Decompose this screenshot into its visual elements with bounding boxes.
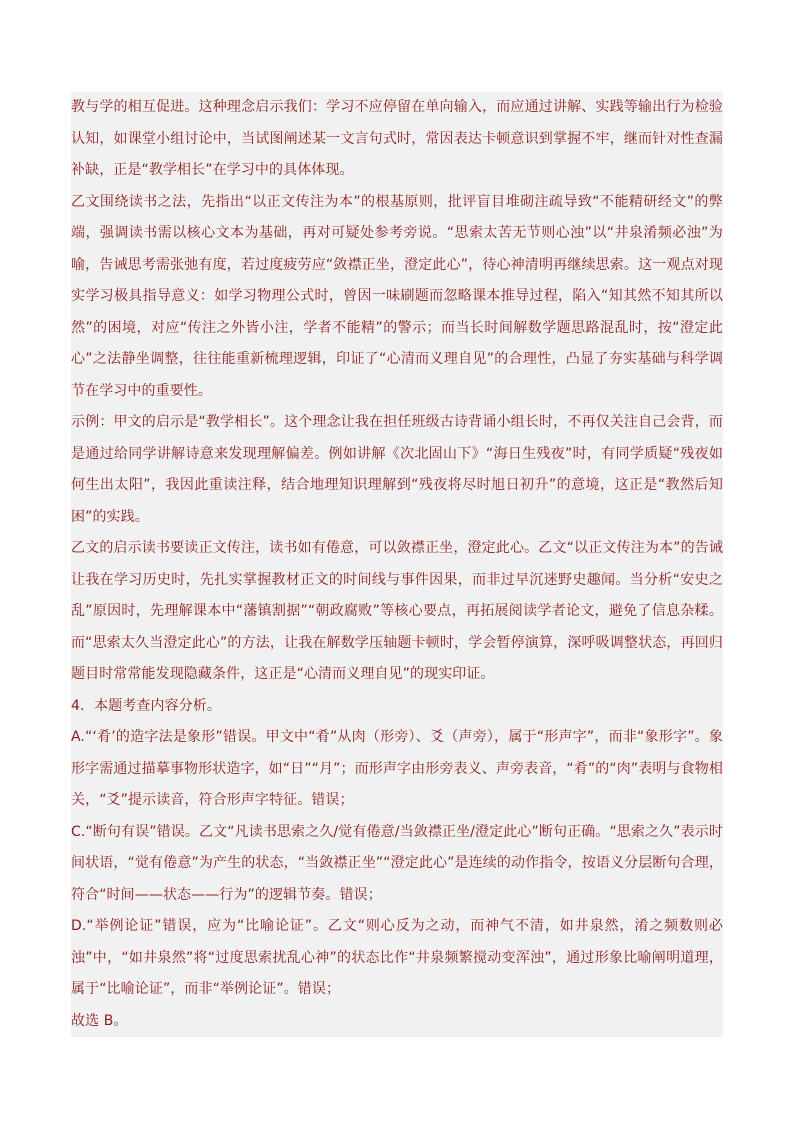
answer-analysis-block bbox=[71, 92, 723, 1037]
final-answer: 故选 B。 bbox=[71, 1012, 128, 1029]
paragraph-yi-summary: 乙文围绕读书之法，先指出“以正文传注为本”的根基原则，批评盲目堆砌注疏导致“不能精研经文”的弊端，强调读书需以核心文本为基础，再对可疑处参考旁说。“思索太苦无节则心浊”以“井泉淆频必浊”为喻，告诫思考需张弛有度，若过度疲劳应“敛襟正坐，澄定此心”，待心神清明再继续思索。这一观点对现实学习极具指导意义：如学习物理公式时，曾因一味刷题而忽略课本推导过程，陷入“知其然不知其所以然”的困境，对应“传注之外皆小注，学者不能精”的警示；而当长时间解数学题思路混乱时，按“澄定此心”之法静坐调整，往往能重新梳理逻辑，印证了“心清而义理自见”的合理性，凸显了夯实基础与科学调节在学习中的重要性。 bbox=[71, 193, 723, 399]
option-d-analysis: D.“举例论证”错误，应为“比喻论证”。乙文“则心反为之动，而神气不清，如井泉然，淆之频数则必浊”中，“如井泉然”将“过度思索扰乱心神”的状态比作“井泉频繁搅动变浑浊”，通过形象比喻阐明道理，属于“比喻论证”，而非“举例论证”。错误； bbox=[71, 918, 723, 997]
option-a-analysis: A.“‘肴’的造字法是象形”错误。甲文中“肴”从肉（形旁）、爻（声旁），属于“形声字”，而非“象形字”。象形字需通过描摹事物形状造字，如“日”“月”；而形声字由形旁表义、声旁表音，“肴”的“肉”表明与食物相关，“爻”提示读音，符合形声字特征。错误； bbox=[71, 729, 723, 808]
paragraph-example-jia: 示例：甲文的启示是“教学相长”。这个理念让我在担任班级古诗背诵小组长时，不再仅关注自己会背，而是通过给同学讲解诗意来发现理解偏差。例如讲解《次北固山下》“海日生残夜”时，有同学质疑“残夜如何生出太阳”，我因此重读注释，结合地理知识理解到“残夜将尽时旭日初升”的意境，这正是“教然后知困”的实践。 bbox=[71, 414, 723, 525]
paragraph-example-yi: 乙文的启示读书要读正文传注，读书如有倦意，可以敛襟正坐，澄定此心。乙文“以正文传注为本”的告诫让我在学习历史时，先扎实掌握教材正文的时间线与事件因果，而非过早沉迷野史趣闻。当分析“安史之乱”原因时，先理解课本中“藩镇割据”“朝政腐败”等核心要点，再拓展阅读学者论文，避免了信息杂糅。而“思索太久当澄定此心”的方法，让我在解数学压轴题卡顿时，学会暂停演算，深呼吸调整状态，再回归题目时常常能发现隐藏条件，这正是“心清而义理自见”的现实印证。 bbox=[71, 540, 723, 682]
question-4-heading: 4．本题考查内容分析。 bbox=[71, 697, 222, 714]
paragraph-jia-summary-end: 教与学的相互促进。这种理念启示我们：学习不应停留在单向输入，而应通过讲解、实践等输出行为检验认知，如课堂小组讨论中，当试图阐述某一文言句式时，常因表达卡顿意识到掌握不牢，继而针对性查漏补缺，正是“教学相长”在学习中的具体体现。 bbox=[71, 99, 723, 178]
option-c-analysis: C.“断句有误”错误。乙文“凡读书思索之久/觉有倦意/当敛襟正坐/澄定此心”断句正确。“思索之久”表示时间状语，“觉有倦意”为产生的状态，“当敛襟正坐”“澄定此心”是连续的动作指令，按语义分层断句合理，符合“时间——状态——行为”的逻辑节奏。错误； bbox=[71, 823, 723, 903]
